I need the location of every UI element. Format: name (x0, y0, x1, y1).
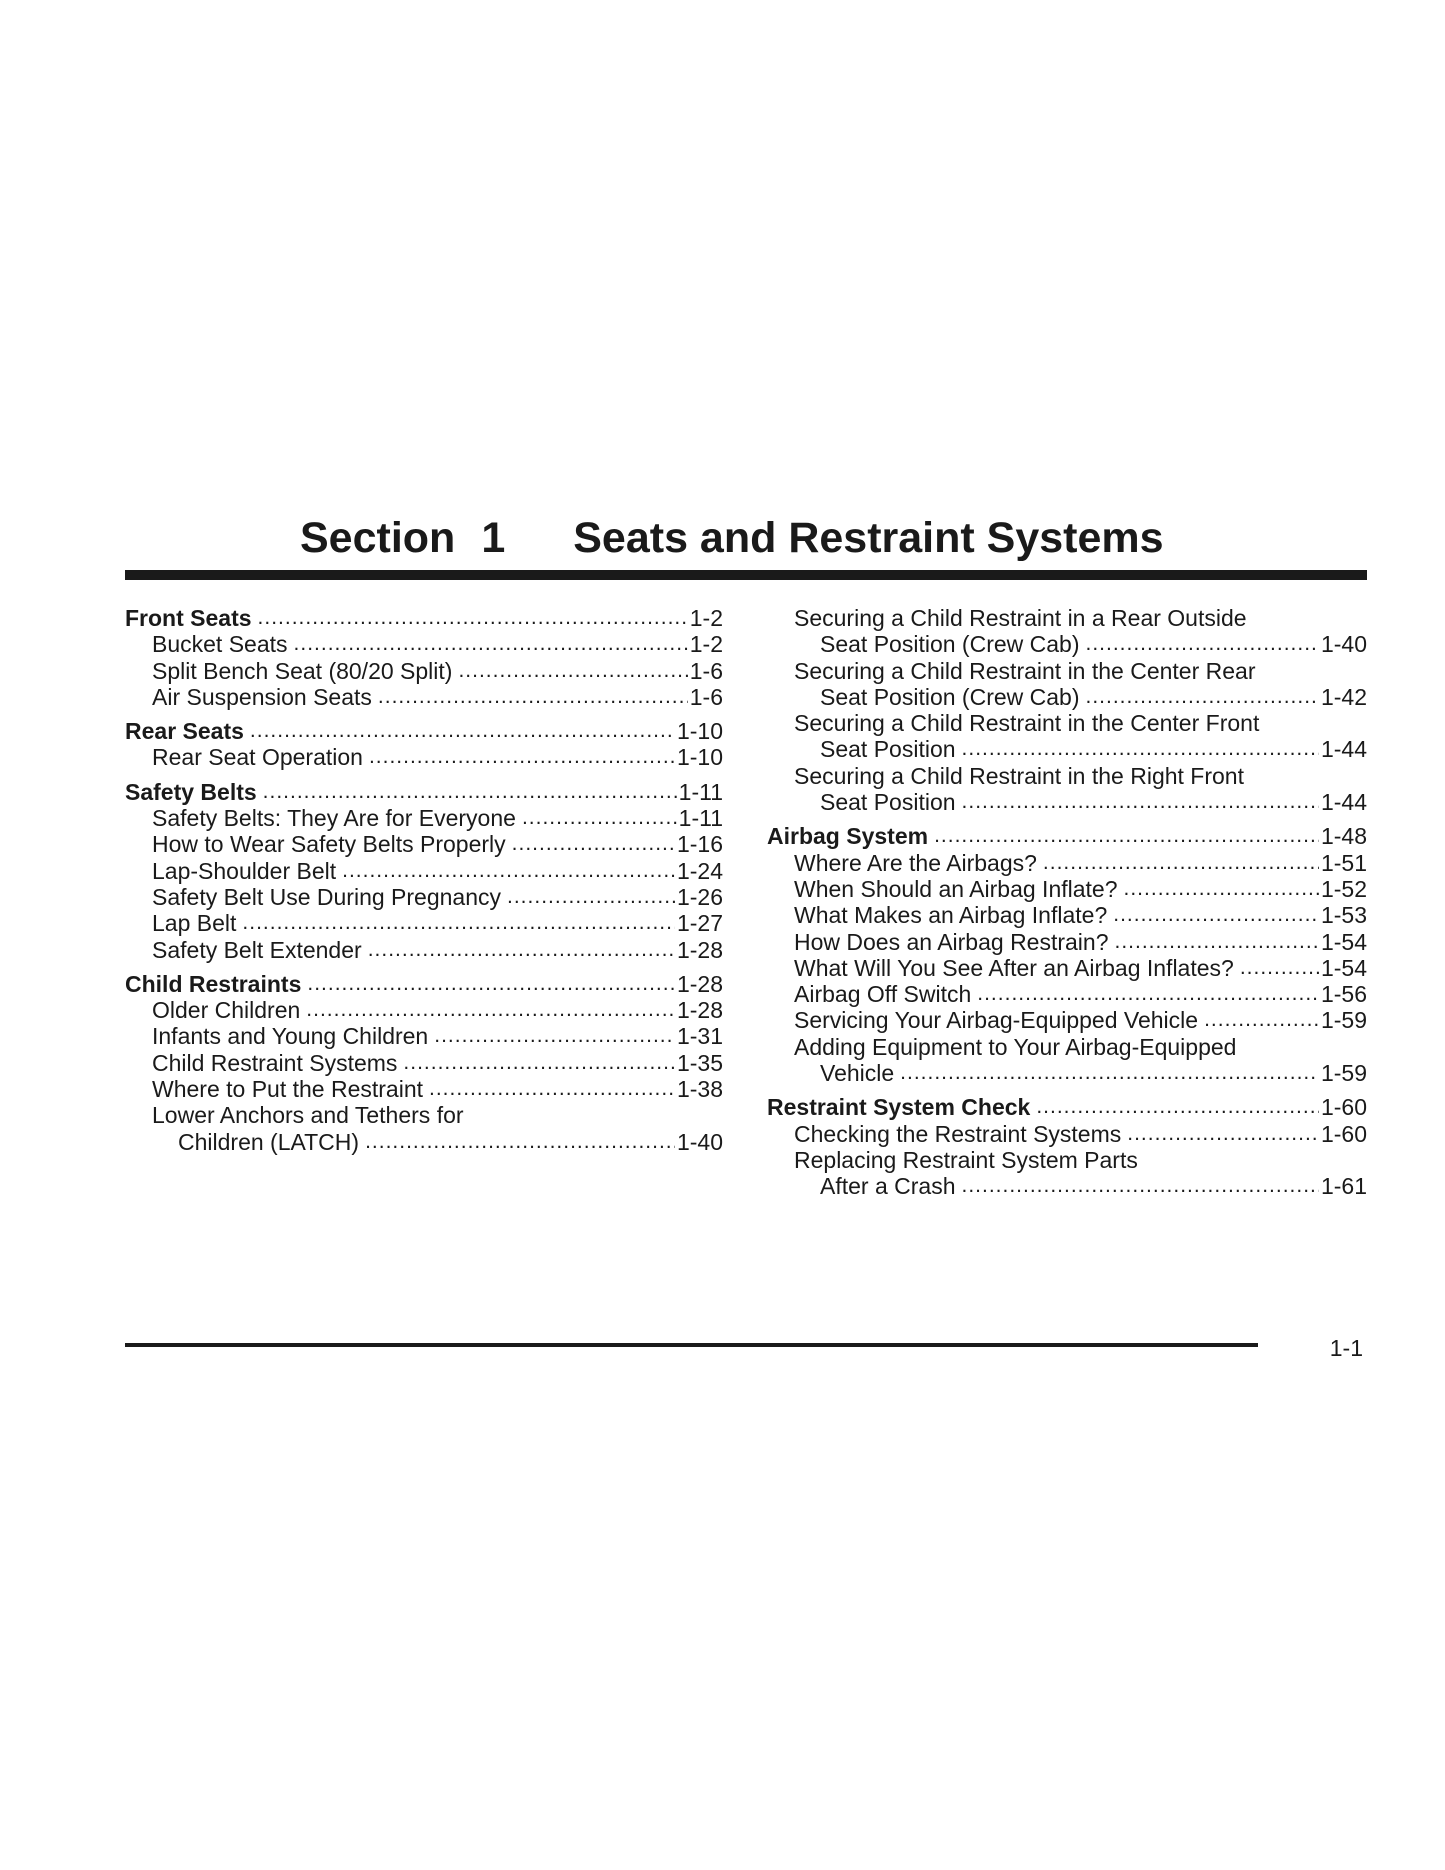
toc-entry-title: Bucket Seats (152, 631, 288, 658)
toc-entry-title: Front Seats (125, 605, 252, 631)
toc-entry-title: Split Bench Seat (80/20 Split) (152, 657, 453, 684)
dot-leader (900, 1060, 1319, 1086)
toc-entry-page: 1-31 (676, 1023, 723, 1050)
dot-leader (250, 718, 675, 744)
toc-entry-page: 1-61 (1320, 1173, 1367, 1200)
toc-entry-title: Safety Belt Use During Pregnancy (152, 883, 502, 910)
toc-entry[interactable] (125, 884, 723, 910)
toc-entry-page: 1-42 (1320, 683, 1367, 710)
toc-entry-page: 1-26 (676, 883, 723, 910)
toc-entry[interactable] (767, 1173, 1367, 1199)
dot-leader (512, 831, 675, 857)
toc-entry-title: Seat Position (820, 736, 956, 763)
toc-entry-title: Checking the Restraint Systems (794, 1120, 1122, 1147)
dot-leader (365, 1129, 675, 1155)
toc-entry-title: Restraint System Check (767, 1094, 1031, 1121)
toc-entry[interactable] (767, 789, 1367, 815)
toc-entry-page: 1-60 (1320, 1120, 1367, 1147)
toc-entry-title: Adding Equipment to Your Airbag-Equipped (794, 1033, 1237, 1060)
toc-entry-title: Vehicle (820, 1060, 895, 1087)
toc-entry-continued[interactable] (767, 605, 1367, 631)
dot-leader (962, 736, 1319, 762)
dot-leader (1240, 955, 1319, 981)
toc-entry-page: 1-28 (676, 936, 723, 963)
toc-heading[interactable] (125, 971, 723, 997)
toc-entry-title: Airbag Off Switch (794, 981, 972, 1008)
toc-entry-title: What Makes an Airbag Inflate? (794, 902, 1108, 929)
toc-entry-page: 1-10 (676, 744, 723, 771)
toc-entry-page: 1-28 (676, 970, 723, 997)
toc-entry-page: 1-59 (1320, 1007, 1367, 1034)
toc-entry-title: Air Suspension Seats (152, 683, 372, 710)
toc-entry[interactable] (125, 1023, 723, 1049)
dot-leader (434, 1023, 675, 1049)
dot-leader (1043, 850, 1319, 876)
toc-entry-title: Safety Belts (125, 778, 257, 805)
toc-entry-title: Where to Put the Restraint (152, 1076, 424, 1103)
page-number: 1-1 (1329, 1335, 1363, 1361)
toc-left-column (125, 605, 723, 1155)
toc-entry-page: 1-38 (676, 1076, 723, 1103)
dot-leader (507, 884, 675, 910)
dot-leader (242, 910, 675, 936)
toc-entry-title: Safety Belt Extender (152, 936, 362, 963)
toc-entry-page: 1-54 (1320, 954, 1367, 981)
dot-leader (1086, 631, 1319, 657)
toc-entry-page: 1-40 (1320, 631, 1367, 658)
dot-leader (1113, 902, 1319, 928)
dot-leader (429, 1076, 675, 1102)
toc-entry-title: When Should an Airbag Inflate? (794, 875, 1118, 902)
dot-leader (378, 684, 688, 710)
dot-leader (1127, 1121, 1319, 1147)
dot-leader (458, 658, 687, 684)
toc-entry-continued[interactable] (767, 763, 1367, 789)
toc-entry[interactable] (125, 1050, 723, 1076)
toc-entry[interactable] (125, 658, 723, 684)
toc-entry[interactable] (125, 1129, 723, 1155)
toc-entry-page: 1-44 (1320, 789, 1367, 816)
toc-entry[interactable] (125, 744, 723, 770)
toc-entry-title: Seat Position (820, 789, 956, 816)
dot-leader (962, 789, 1319, 815)
toc-entry[interactable] (125, 631, 723, 657)
toc-entry-page: 1-44 (1320, 736, 1367, 763)
toc-entry[interactable] (767, 631, 1367, 657)
toc-entry-page: 1-11 (678, 778, 723, 805)
toc-entry-title: How to Wear Safety Belts Properly (152, 831, 506, 858)
toc-entry-title: Seat Position (Crew Cab) (820, 683, 1080, 710)
header-rule (125, 570, 1367, 580)
dot-leader (294, 631, 688, 657)
toc-entry-page: 1-59 (1320, 1060, 1367, 1087)
toc-entry[interactable] (125, 858, 723, 884)
dot-leader (934, 823, 1319, 849)
toc-entry-page: 1-52 (1320, 875, 1367, 902)
section-number: 1 (481, 514, 506, 562)
toc-right-column (767, 605, 1367, 1200)
dot-leader (342, 858, 675, 884)
toc-entry-title: Lower Anchors and Tethers for (152, 1102, 464, 1129)
toc-entry[interactable] (767, 955, 1367, 981)
toc-entry-page: 1-35 (676, 1049, 723, 1076)
dot-leader (306, 997, 675, 1023)
toc-entry-continued[interactable] (767, 1034, 1367, 1060)
toc-entry-page: 1-6 (689, 657, 723, 684)
toc-entry[interactable] (125, 937, 723, 963)
dot-leader (977, 981, 1319, 1007)
toc-entry[interactable] (767, 1007, 1367, 1033)
toc-entry-title: Child Restraint Systems (152, 1049, 398, 1076)
toc-heading[interactable] (767, 1094, 1367, 1120)
dot-leader (962, 1173, 1319, 1199)
section-title: Seats and Restraint Systems (573, 514, 1164, 562)
dot-leader (307, 971, 675, 997)
dot-leader (1124, 876, 1319, 902)
toc-entry-title: Infants and Young Children (152, 1023, 429, 1050)
toc-entry[interactable] (125, 684, 723, 710)
toc-entry-page: 1-6 (689, 683, 723, 710)
dot-leader (258, 605, 688, 631)
toc-entry-title: Securing a Child Restraint in the Center Front (794, 710, 1260, 737)
toc-entry-title: Replacing Restraint System Parts (794, 1146, 1138, 1173)
toc-entry[interactable] (125, 831, 723, 857)
toc-entry-continued[interactable] (767, 710, 1367, 736)
toc-entry-page: 1-40 (676, 1128, 723, 1155)
toc-entry-page: 1-56 (1320, 981, 1367, 1008)
toc-entry-title: Securing a Child Restraint in the Center Rear (794, 657, 1256, 684)
toc-entry-title: After a Crash (820, 1173, 956, 1200)
toc-entry-title: Child Restraints (125, 970, 302, 997)
toc-entry-continued[interactable] (125, 1102, 723, 1128)
toc-heading[interactable] (125, 718, 723, 744)
toc-entry-page: 1-2 (689, 605, 723, 631)
section-label: Section (300, 514, 456, 562)
toc-entry-page: 1-60 (1320, 1094, 1367, 1121)
toc-entry[interactable] (767, 850, 1367, 876)
toc-entry[interactable] (767, 876, 1367, 902)
toc-entry-title: Safety Belts: They Are for Everyone (152, 805, 516, 832)
dot-leader (522, 805, 677, 831)
toc-entry-title: Securing a Child Restraint in the Right Front (794, 762, 1244, 789)
toc-entry-title: What Will You See After an Airbag Inflates? (794, 954, 1234, 981)
toc-entry[interactable] (767, 981, 1367, 1007)
toc-entry-title: Older Children (152, 997, 301, 1024)
toc-entry[interactable] (125, 997, 723, 1023)
dot-leader (263, 779, 677, 805)
toc-entry-page: 1-10 (676, 718, 723, 745)
toc-entry-page: 1-48 (1320, 823, 1367, 850)
toc-entry-title: Securing a Child Restraint in a Rear Outside (794, 605, 1247, 631)
dot-leader (1036, 1094, 1319, 1120)
toc-entry-title: Lap-Shoulder Belt (152, 857, 337, 884)
toc-entry-page: 1-53 (1320, 902, 1367, 929)
toc-entry-page: 1-11 (678, 805, 723, 832)
toc-heading[interactable] (767, 823, 1367, 849)
dot-leader (1086, 684, 1319, 710)
toc-entry[interactable] (125, 1076, 723, 1102)
dot-leader (1204, 1007, 1319, 1033)
toc-entry-continued[interactable] (767, 1147, 1367, 1173)
toc-entry-page: 1-27 (676, 910, 723, 937)
dot-leader (369, 744, 675, 770)
toc-entry-title: Lap Belt (152, 910, 237, 937)
toc-entry-title: Children (LATCH) (178, 1128, 360, 1155)
toc-entry-page: 1-54 (1320, 928, 1367, 955)
toc-heading[interactable] (125, 779, 723, 805)
toc-entry-page: 1-28 (676, 997, 723, 1024)
toc-entry[interactable] (767, 684, 1367, 710)
toc-entry-title: Servicing Your Airbag-Equipped Vehicle (794, 1007, 1199, 1034)
toc-entry-title: Airbag System (767, 823, 929, 850)
toc-entry-page: 1-51 (1320, 849, 1367, 876)
dot-leader (368, 937, 675, 963)
section-header (300, 512, 1300, 564)
toc-entry[interactable] (767, 1121, 1367, 1147)
toc-entry-page: 1-16 (676, 831, 723, 858)
toc-entry-continued[interactable] (767, 658, 1367, 684)
toc-entry[interactable] (767, 902, 1367, 928)
toc-entry[interactable] (125, 910, 723, 936)
dot-leader (1115, 929, 1319, 955)
toc-entry-title: Rear Seat Operation (152, 744, 363, 771)
footer-rule (125, 1343, 1258, 1347)
toc-entry[interactable] (767, 736, 1367, 762)
toc-entry-title: How Does an Airbag Restrain? (794, 928, 1109, 955)
toc-entry[interactable] (767, 929, 1367, 955)
toc-entry-title: Seat Position (Crew Cab) (820, 631, 1080, 658)
dot-leader (403, 1050, 675, 1076)
toc-entry-page: 1-24 (676, 857, 723, 884)
toc-entry-title: Rear Seats (125, 718, 244, 745)
toc-entry[interactable] (767, 1060, 1367, 1086)
toc-entry-title: Where Are the Airbags? (794, 849, 1037, 876)
toc-entry[interactable] (125, 805, 723, 831)
toc-heading[interactable] (125, 605, 723, 631)
toc-entry-page: 1-2 (689, 631, 723, 658)
